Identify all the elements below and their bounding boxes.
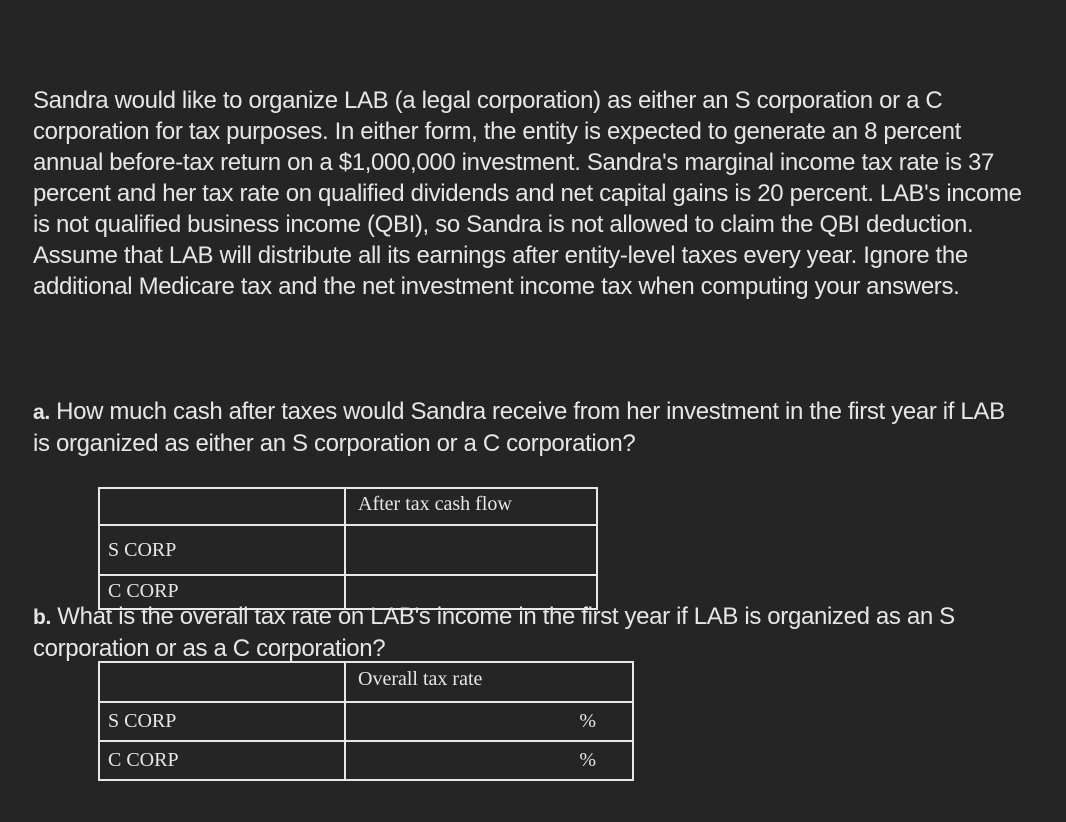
- s-corp-tax-rate-input[interactable]: [345, 702, 633, 741]
- tax-rate-row-label-c-corp: C CORP: [99, 741, 345, 780]
- cash-flow-header: After tax cash flow: [345, 488, 597, 525]
- cash-flow-row-label-s-corp: S CORP: [99, 525, 345, 575]
- question-a-letter: a.: [33, 401, 50, 424]
- percent-unit: %: [579, 710, 596, 732]
- c-corp-tax-rate-input[interactable]: [345, 741, 633, 780]
- s-corp-cash-flow-input[interactable]: [345, 525, 597, 575]
- question-b: [33, 601, 1023, 664]
- question-a-text: How much cash after taxes would Sandra receive from her investment in the first year if LAB is organized as either an S corporation or a C corporation?: [33, 398, 1005, 457]
- cash-flow-table: [98, 487, 598, 610]
- question-b-text: What is the overall tax rate on LAB's income in the first year if LAB is organized as an S corporation or as a C corporation?: [33, 603, 955, 662]
- question-b-letter: b.: [33, 606, 51, 629]
- problem-intro: Sandra would like to organize LAB (a legal corporation) as either an S corporation or a C corporation for tax purposes. In either form, the entity is expected to generate an 8 percent annual before-tax return on a $1,000,000 investment. Sandra's marginal income tax rate is 37 percent and her tax rate on qualified dividends and net capital gains is 20 percent. LAB's income is not qualified business income (QBI), so Sandra is not allowed to claim the QBI deduction. Assume that LAB will distribute all its earnings after entity-level taxes every year. Ignore the additional Medicare tax and the net investment income tax when computing your answers.: [33, 87, 1022, 300]
- tax-rate-table-corner: [99, 662, 345, 702]
- tax-rate-row-label-s-corp: S CORP: [99, 702, 345, 741]
- tax-rate-header: Overall tax rate: [345, 662, 633, 702]
- tax-rate-table: [98, 661, 634, 781]
- question-a: [33, 396, 1023, 459]
- cash-flow-row-label-c-corp: C CORP: [99, 575, 345, 609]
- percent-unit: %: [579, 749, 596, 771]
- cash-flow-table-corner: [99, 488, 345, 525]
